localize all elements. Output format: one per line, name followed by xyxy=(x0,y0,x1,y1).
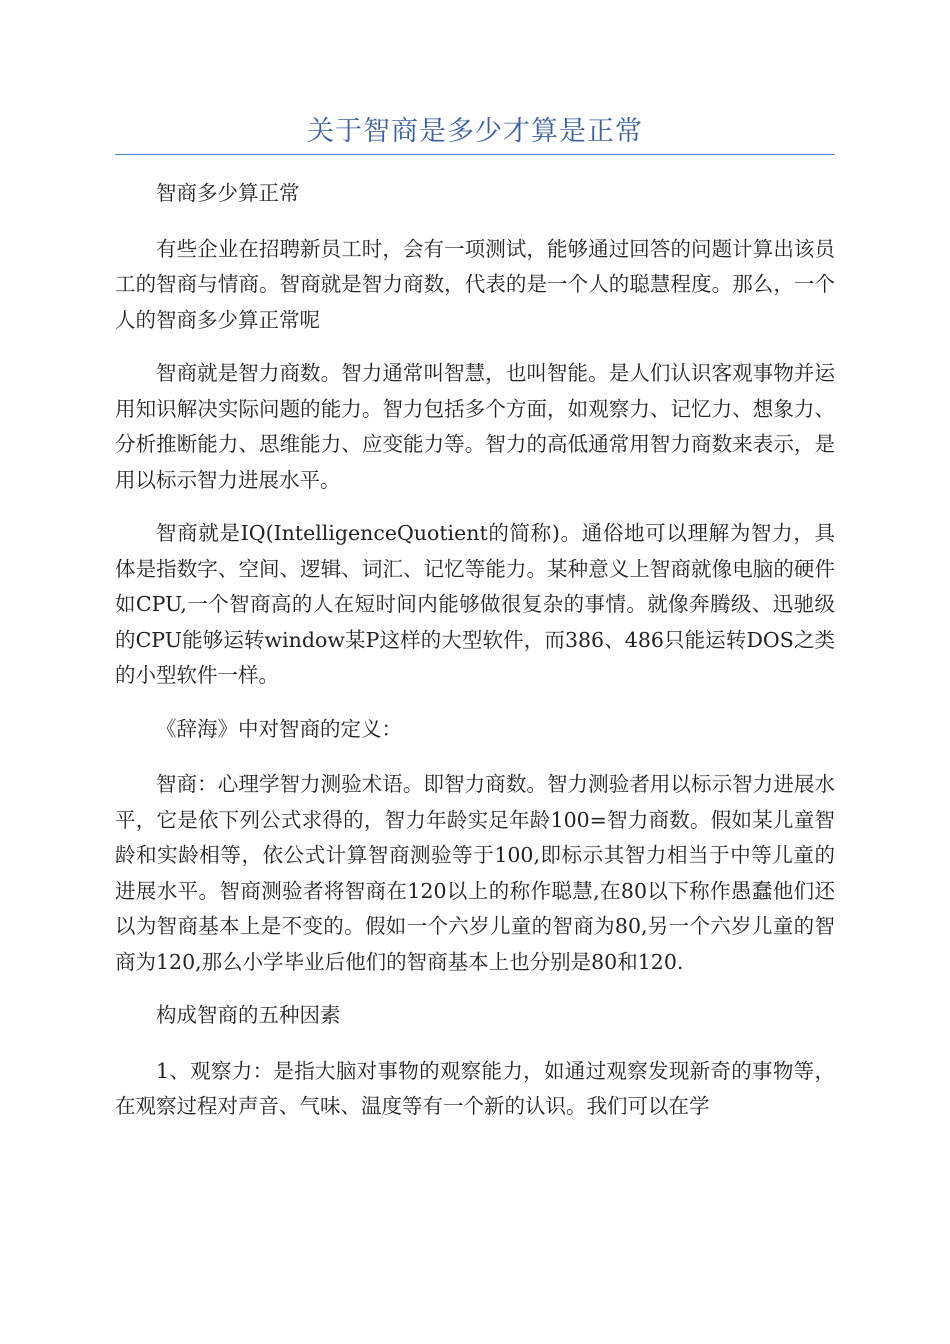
document-title: 关于智商是多少才算是正常 xyxy=(307,116,643,147)
paragraph-observation: 1、观察力：是指大脑对事物的观察能力，如通过观察发现新奇的事物等，在观察过程对声音、气味、温度等有一个新的认识。我们可以在学 xyxy=(115,1058,835,1118)
paragraph-five-factors-heading: 构成智商的五种因素 xyxy=(156,1003,341,1027)
paragraph-iq: 智商就是IQ(IntelligenceQuotient的简称)。通俗地可以理解为智力，具体是指数字、空间、逻辑、词汇、记忆等能力。某种意义上智商就像电脑的硬件如CPU,一个智商高的人在短时间内能够做很复杂的事情。就像奔腾级、迅驰级的CPU能够运转window某P这样的大型软件，而386、486只能运转DOS之类的小型软件一样。 xyxy=(115,521,835,687)
paragraph-cihai-heading: 《辞海》中对智商的定义： xyxy=(156,716,402,741)
paragraph-definition: 智商就是智力商数。智力通常叫智慧，也叫智能。是人们认识客观事物并运用知识解决实际问题的能力。智力包括多个方面，如观察力、记忆力、想象力、分析推断能力、思维能力、应变能力等。智力的高低通常用智力商数来表示，是用以标示智力进展水平。 xyxy=(115,361,835,492)
paragraph-intro: 有些企业在招聘新员工时，会有一项测试，能够通过回答的问题计算出该员工的智商与情商。智商就是智力商数，代表的是一个人的聪慧程度。那么，一个人的智商多少算正常呢 xyxy=(115,236,835,332)
document-body xyxy=(115,176,835,1143)
paragraph-cihai-definition: 智商：心理学智力测验术语。即智力商数。智力测验者用以标示智力进展水平，它是依下列公式求得的，智力年龄实足年龄100=智力商数。假如某儿童智龄和实龄相等，依公式计算智商测验等于100,即标示其智力相当于中等儿童的进展水平。智商测验者将智商在120以上的称作聪慧,在80以下称作愚蠢他们还以为智商基本上是不变的。假如一个六岁儿童的智商为80,另一个六岁儿童的智商为120,那么小学毕业后他们的智商基本上也分别是80和120. xyxy=(115,772,835,974)
title-underline xyxy=(115,154,835,155)
paragraph-section-heading: 智商多少算正常 xyxy=(156,181,300,205)
